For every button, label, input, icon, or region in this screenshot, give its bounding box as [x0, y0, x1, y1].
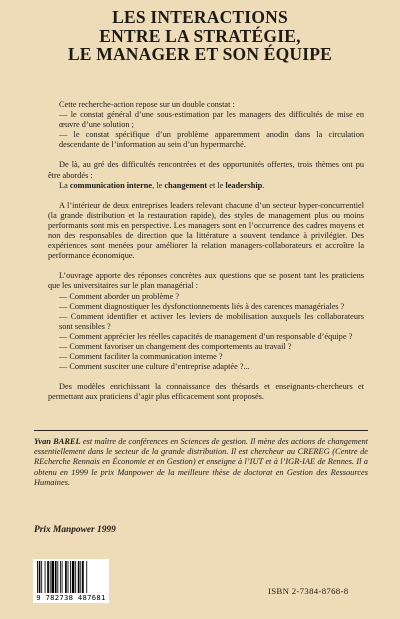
- theme-communication: communication interne: [69, 180, 153, 190]
- theme-changement: changement: [164, 180, 208, 190]
- question-item: — Comment faciliter la communication interne ?: [59, 352, 223, 362]
- question-item: — Comment favoriser un changement des comportements au travail ?: [59, 341, 292, 351]
- barcode-bar: [51, 561, 54, 593]
- isbn: ISBN 2-7384-8768-8: [268, 586, 349, 596]
- questions-intro: L’ouvrage apporte des réponses concrètes aux questions que se posent tant les praticiens que les universitaires sur le plan managérial :: [48, 271, 364, 291]
- themes-intro: De là, au gré des difficultés rencontrées et des opportunités offertes, trois thèmes ont pu être abordés :: [48, 160, 364, 180]
- barcode-bar: [82, 561, 84, 593]
- conclusion-paragraph: Des modèles enrichissant la connaissance des thésards et enseignants-chercheurs et permettant aux praticiens d’agir plus efficacement sont proposés.: [48, 382, 364, 402]
- barcode-bar: [57, 561, 58, 593]
- barcode-bar: [62, 561, 63, 593]
- prize-label: Prix Manpower 1999: [34, 525, 116, 535]
- title-line-2: ENTRE LA STRATÉGIE,: [99, 25, 301, 46]
- barcode-bar: [65, 561, 67, 593]
- author-bio: [34, 437, 368, 488]
- themes-line: La communication interne, le changement et le leadership.: [59, 180, 265, 190]
- book-title: [0, 8, 400, 64]
- barcode-bar: [41, 561, 42, 593]
- barcode-bar: [37, 561, 38, 593]
- constat-item-2: — le constat spécifique d’un problème apparemment anodin dans la circulation descendante de l’information au sein d’un hypermarché.: [59, 130, 364, 150]
- barcode-bar: [78, 561, 80, 593]
- barcode-bar: [50, 561, 51, 593]
- author-name: Yvan BAREL: [34, 437, 81, 446]
- question-item: — Comment apprécier les réelles capacités de management d’un responsable d’équipe ?: [59, 331, 353, 341]
- barcode-digits: 9 782738 487681: [36, 593, 106, 602]
- author-bio-text: est maître de conférences en Sciences de gestion. Il mène des actions de changement essentiellement dans le secteur de la grande distribution. Il est chercheur au CREREG (Centre de REcherche Rennais en Économie et en Gestion) et enseigne à l’IUT et à l’IGR-IAE de Rennes. Il a obtenu en 1999 le prix Manpower de la meilleure thèse de doctorat en Gestion des Ressources Humaines.: [34, 437, 368, 487]
- barcode-bar: [45, 561, 46, 593]
- intro-paragraph: Cette recherche-action repose sur un double constat :: [59, 100, 235, 109]
- barcode-bar: [60, 561, 61, 593]
- title-line-3: LE MANAGER ET SON ÉQUIPE: [67, 44, 333, 64]
- question-item: — Comment aborder un problème ?: [59, 291, 180, 301]
- context-paragraph: A l’intérieur de deux entreprises leaders relevant chacune d’un secteur hyper-concurrentiel (la grande distribution et la restauration rapide), des styles de management plus ou moins performants sont mis en perspective. Les managers sont en l’occurrence des cadres moyens et non des responsables de direction que la littérature a souvent tendance à privilégier. Des expériences sont menées pour améliorer la relation managers-collaborateurs et accroître la performance économique.: [48, 200, 364, 261]
- constat-item-1: — le constat général d’une sous-estimation par les managers des difficultés de mise en œuvre d’une solution ;: [59, 110, 364, 130]
- barcode-bar: [55, 561, 57, 593]
- barcode-bar: [70, 561, 71, 593]
- divider: [34, 430, 368, 431]
- barcode-bar: [72, 561, 75, 593]
- barcode-bar: [47, 561, 49, 593]
- theme-leadership: leadership: [225, 180, 263, 190]
- barcode-bar: [39, 561, 41, 593]
- barcode: [33, 559, 109, 603]
- question-item: — Comment diagnostiquer les dysfonctionnements liés à des carences managériales ?: [59, 301, 345, 311]
- barcode-bar: [68, 561, 69, 593]
- barcode-bars: [37, 561, 105, 593]
- barcode-bar: [86, 561, 87, 593]
- barcode-bar: [75, 561, 76, 593]
- barcode-bar: [80, 561, 81, 593]
- back-cover-blurb: [48, 100, 364, 402]
- title-line-1: LES INTERACTIONS: [112, 7, 288, 27]
- question-item: — Comment susciter une culture d’entreprise adaptée ?...: [59, 362, 250, 372]
- question-item: — Comment identifier et activer les leviers de mobilisation auxquels les collaborateurs sont sensibles ?: [59, 311, 364, 331]
